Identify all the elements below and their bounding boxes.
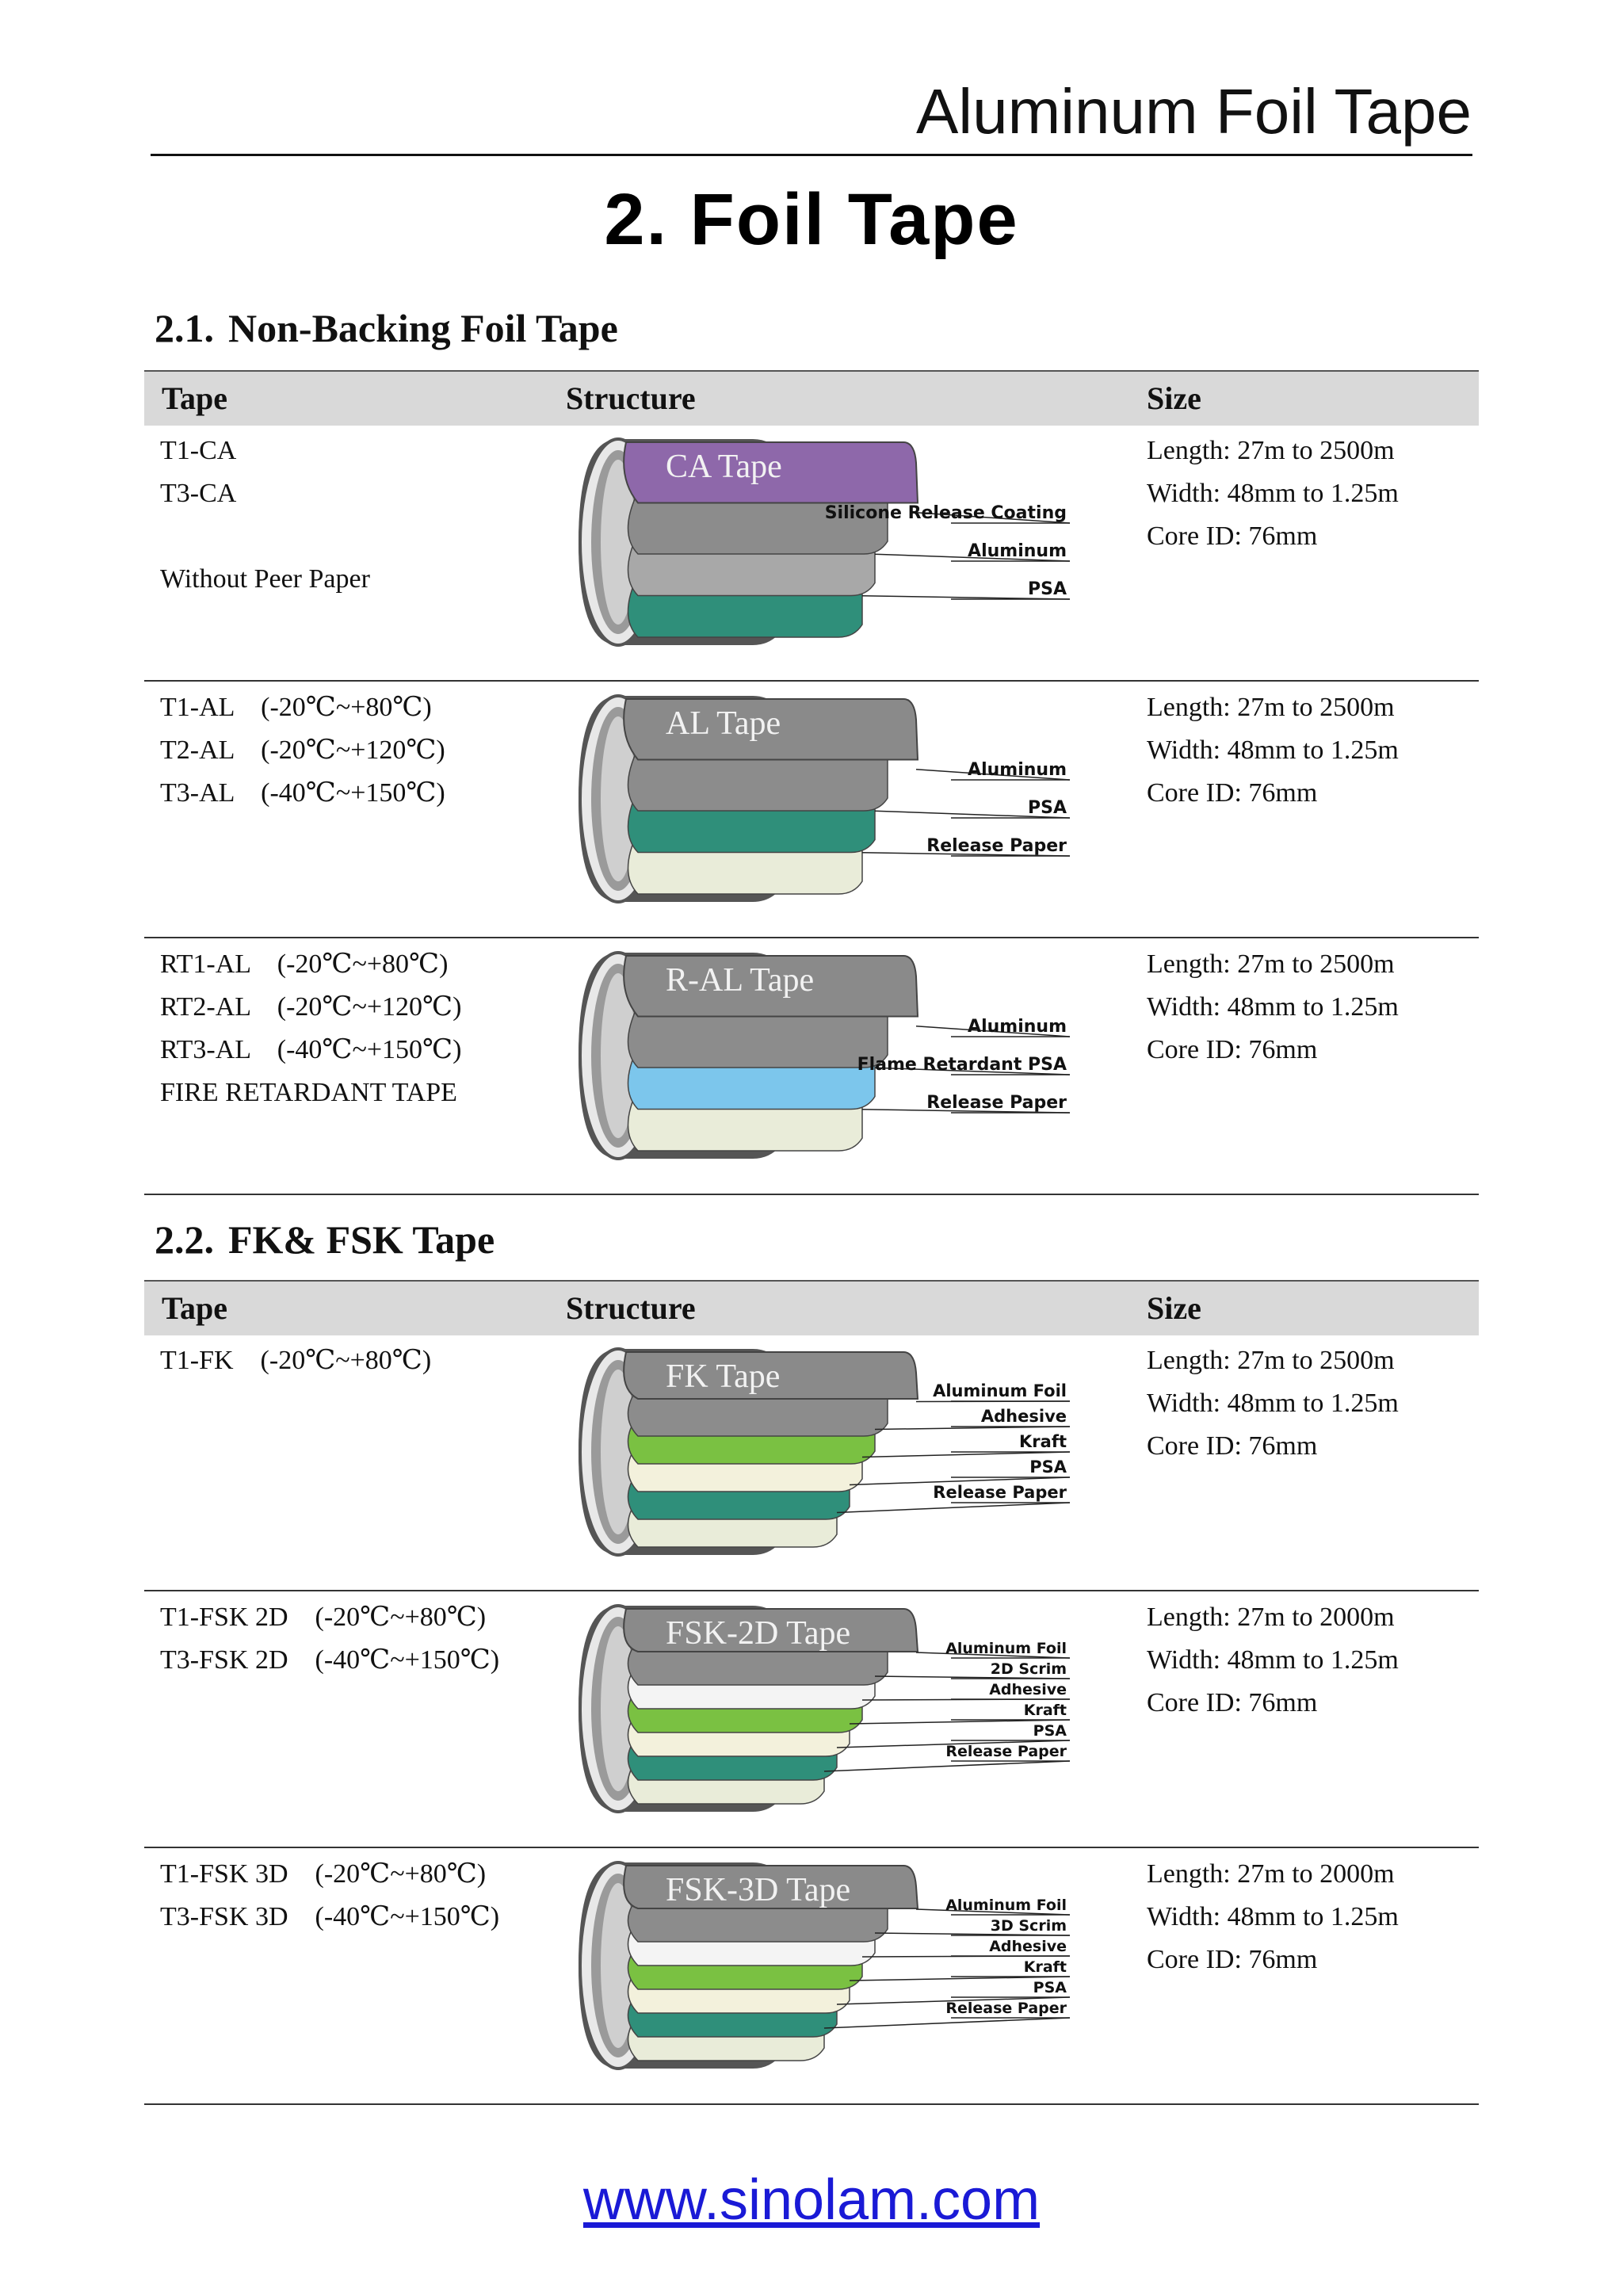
column-header-structure: Structure [566,1290,696,1326]
size-line: Length: 27m to 2500m [1147,949,1395,979]
layer-label: Release Paper [926,1093,1067,1113]
tape-name-line: T3-CA [160,479,237,508]
section-number: 2.1. [155,306,214,350]
size-line: Width: 48mm to 1.25m [1147,992,1399,1022]
size-line: Core ID: 76mm [1147,1431,1318,1461]
section-number: 2.2. [155,1217,214,1262]
leader-line [862,1452,1070,1457]
layer-label: Release Paper [945,2000,1067,2017]
layer-label: Release Paper [926,836,1067,856]
size-info [1147,1339,1399,1468]
section-heading-non-backing [155,305,618,351]
column-header-tape: Tape [162,1290,228,1326]
layer-label: 2D Scrim [990,1660,1067,1678]
leader-line [824,1761,1070,1771]
tape-names [160,430,370,601]
leader-line [824,2018,1070,2028]
table-row [144,938,1479,1195]
layer-label: Kraft [1023,1702,1067,1719]
size-line: Width: 48mm to 1.25m [1147,1902,1399,1931]
table-row [144,1848,1479,2105]
size-line: Width: 48mm to 1.25m [1147,479,1399,508]
layer-label: Aluminum Foil [945,1640,1067,1657]
size-line: Core ID: 76mm [1147,1035,1318,1064]
table-row [144,1591,1479,1848]
size-info [1147,430,1399,558]
table-row [144,1335,1479,1591]
size-line: Core ID: 76mm [1147,778,1318,808]
website-link[interactable]: www.sinolam.com [582,2168,1041,2232]
size-line: Length: 27m to 2500m [1147,693,1395,722]
tape-name-line: T1-AL (-20℃~+80℃) [160,693,432,722]
layer-label: Aluminum Foil [933,1381,1067,1400]
diagram-title: FSK-3D Tape [666,1872,851,1908]
size-line: Length: 27m to 2000m [1147,1859,1395,1889]
column-header-size: Size [1147,1290,1201,1326]
section-title: Non-Backing Foil Tape [228,306,618,350]
diagram-title: CA Tape [666,449,782,485]
layer-label: PSA [1028,798,1067,818]
size-line: Length: 27m to 2500m [1147,1346,1395,1375]
tape-name-line: RT3-AL (-40℃~+150℃) [160,1035,462,1064]
size-line: Width: 48mm to 1.25m [1147,735,1399,765]
tape-name-line: T1-FSK 3D (-20℃~+80℃) [160,1859,487,1889]
tape-name-line: T1-FK (-20℃~+80℃) [160,1346,432,1375]
section-heading-fk-fsk [155,1217,495,1263]
layer-label: PSA [1029,1457,1067,1477]
tape-names [160,943,461,1114]
layer-label: 3D Scrim [990,1917,1067,1935]
layer-label: Flame Retardant PSA [857,1055,1067,1075]
size-line: Length: 27m to 2000m [1147,1603,1395,1632]
tape-name-line: Without Peer Paper [160,564,370,594]
tape-name-line: T3-FSK 2D (-40℃~+150℃) [160,1645,500,1675]
tape-name-line: FIRE RETARDANT TAPE [160,1078,457,1107]
layer-label: PSA [1033,1722,1067,1740]
layer-label: PSA [1033,1979,1067,1996]
layer-label: Kraft [1023,1958,1067,1976]
tape-name-line: T1-FSK 2D (-20℃~+80℃) [160,1603,487,1632]
tape-name-line: T3-AL (-40℃~+150℃) [160,778,445,808]
size-line: Length: 27m to 2500m [1147,436,1395,465]
tape-name-line: T1-CA [160,436,237,465]
tape-names [160,1339,431,1382]
layer-label: PSA [1028,579,1067,599]
table-header-2 [144,1280,1479,1335]
layer-label: Silicone Release Coating [824,503,1067,523]
tape-names [160,686,445,815]
section-title: FK& FSK Tape [228,1217,495,1262]
size-line: Width: 48mm to 1.25m [1147,1389,1399,1418]
diagram-title: FSK-2D Tape [666,1615,851,1652]
size-line: Core ID: 76mm [1147,1688,1318,1717]
size-info [1147,1853,1399,1981]
layer-label: Release Paper [933,1483,1067,1502]
header-rule [151,154,1472,156]
size-line: Width: 48mm to 1.25m [1147,1645,1399,1675]
tape-name-line: RT2-AL (-20℃~+120℃) [160,992,462,1022]
layer-label: Aluminum [968,760,1067,780]
header-title: Aluminum Foil Tape [915,76,1472,147]
column-header-structure: Structure [566,380,696,416]
layer-label: Adhesive [989,1681,1067,1698]
table-row [144,682,1479,938]
layer-label: Adhesive [980,1407,1067,1426]
column-header-tape: Tape [162,380,228,416]
layer-label: Aluminum [968,1017,1067,1037]
layer-label: Aluminum Foil [945,1897,1067,1914]
size-info [1147,1596,1399,1725]
tape-names [160,1596,499,1682]
tape-name-line [160,515,370,558]
column-header-size: Size [1147,380,1201,416]
size-info [1147,686,1399,815]
table-header-1 [144,370,1479,426]
layer-label: Aluminum [968,541,1067,561]
tape-name-line: RT1-AL (-20℃~+80℃) [160,949,449,979]
tape-name-line: T3-FSK 3D (-40℃~+150℃) [160,1902,500,1931]
layer-label: Kraft [1019,1432,1067,1451]
size-info [1147,943,1399,1072]
tape-name-line: T2-AL (-20℃~+120℃) [160,735,445,765]
layer-label: Adhesive [989,1938,1067,1955]
layer-label: Release Paper [945,1743,1067,1760]
diagram-title: FK Tape [666,1358,781,1395]
size-line: Core ID: 76mm [1147,521,1318,551]
table-row [144,425,1479,682]
page-title: 2. Foil Tape [604,179,1019,260]
leader-line [837,1503,1070,1513]
diagram-title: R-AL Tape [666,962,815,999]
diagram-title: AL Tape [666,705,781,742]
size-line: Core ID: 76mm [1147,1945,1318,1974]
tape-names [160,1853,499,1939]
